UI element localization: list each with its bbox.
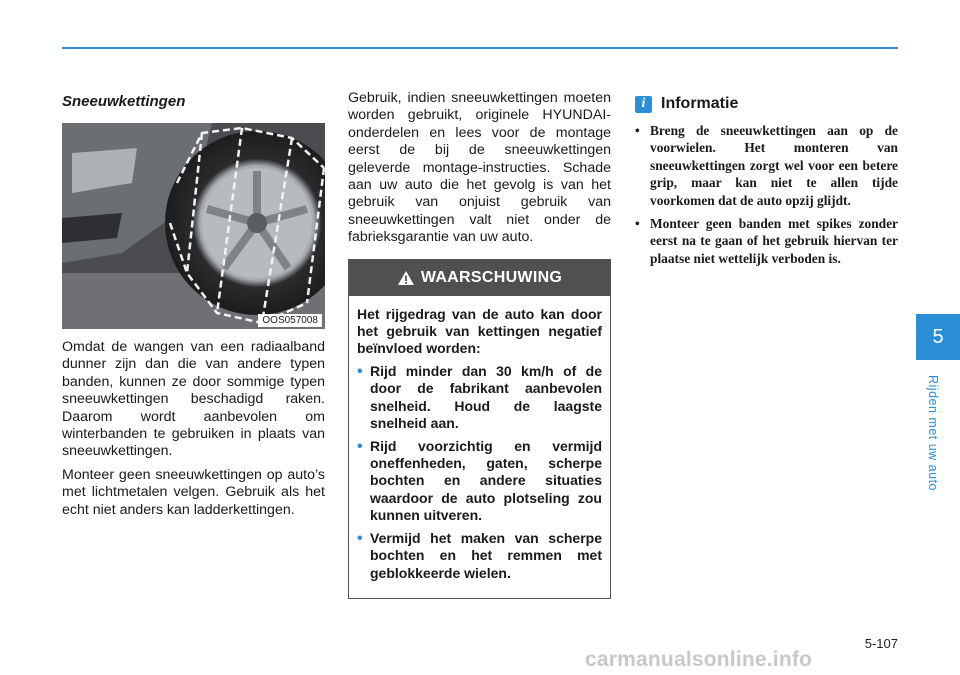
snow-chain-photo	[62, 123, 325, 329]
photo-code: OOS057008	[258, 314, 322, 327]
chapter-label: Rijden met uw auto	[926, 374, 941, 492]
page-number: 5-107	[864, 636, 898, 651]
warning-triangle-icon	[397, 270, 415, 286]
warning-intro: Het rijgedrag van de auto kan door het gebruik van kettingen negatief beïnvloed worden:	[357, 305, 602, 357]
top-rule	[62, 47, 898, 49]
column-right	[635, 90, 898, 273]
info-title: Informatie	[661, 95, 739, 112]
column-left	[62, 90, 325, 525]
column-middle	[348, 90, 611, 599]
warning-item: • Rijd minder dan 30 km/h of de door de fabrikant aanbevolen snelheid. Houd de laagste snelheid aan.	[357, 363, 602, 431]
bullet-icon: •	[357, 438, 363, 456]
watermark: carmanualsonline.info	[585, 648, 813, 671]
warning-item: • Vermijd het maken van scherpe bochten en het remmen met geblokkeerde wielen.	[357, 530, 602, 581]
paragraph-alloy-wheels: Monteer geen sneeuwkettingen op auto’s met lichtmetalen velgen. Gebruik als het echt niet anders kan ladderkettingen.	[62, 466, 325, 518]
info-item: • Monteer geen banden met spikes zonder eerst na te gaan of het gebruik hiervan ter plaatse niet wettelijk verboden is.	[635, 216, 898, 266]
bullet-icon: •	[357, 363, 363, 381]
paragraph-radial-tyres: Omdat de wangen van een radiaalband dunner zijn dan die van andere typen banden, kunnen ze door sommige typen sneeuwkettingen beschadigd raken. Daarom wordt aanbevolen om winterbanden te gebruiken in plaats van sneeuwkettingen.	[62, 339, 325, 460]
warning-header	[349, 260, 610, 296]
bullet-icon: •	[357, 530, 363, 548]
info-icon: i	[635, 96, 652, 113]
warning-box	[348, 259, 611, 599]
warning-body	[349, 296, 610, 598]
info-item: • Breng de sneeuwkettingen aan op de voorwielen. Het monteren van sneeuwkettingen zorgt wel voor een betere grip, maar kan niet te allen tijde voorkomen dat de auto opzij glijdt.	[635, 123, 898, 208]
warning-title: WAARSCHUWING	[420, 268, 563, 286]
warning-item: • Rijd voorzichtig en vermijd oneffenheden, gaten, scherpe bochten en andere situaties waardoor de auto plotseling zou kunnen uitveren.	[357, 438, 602, 523]
section-title: Sneeuwkettingen	[62, 93, 186, 110]
paragraph-genuine-parts: Gebruik, indien sneeuwkettingen moeten worden gebruikt, originele HYUNDAI-onderdelen en lees voor de montage eerst de bij de sneeuwkettingen geleverde montage-instructies. Schade aan uw auto die het gevolg is van het gebruik van onjuist gebruik van sneeuwkettingen valt niet onder de fabrieksgarantie van uw auto.	[348, 90, 611, 246]
bullet-icon: •	[635, 216, 640, 232]
bullet-icon: •	[635, 123, 640, 138]
info-header	[635, 95, 898, 113]
chapter-tab: 5	[916, 314, 960, 360]
snow-chain-illustration	[62, 123, 325, 329]
